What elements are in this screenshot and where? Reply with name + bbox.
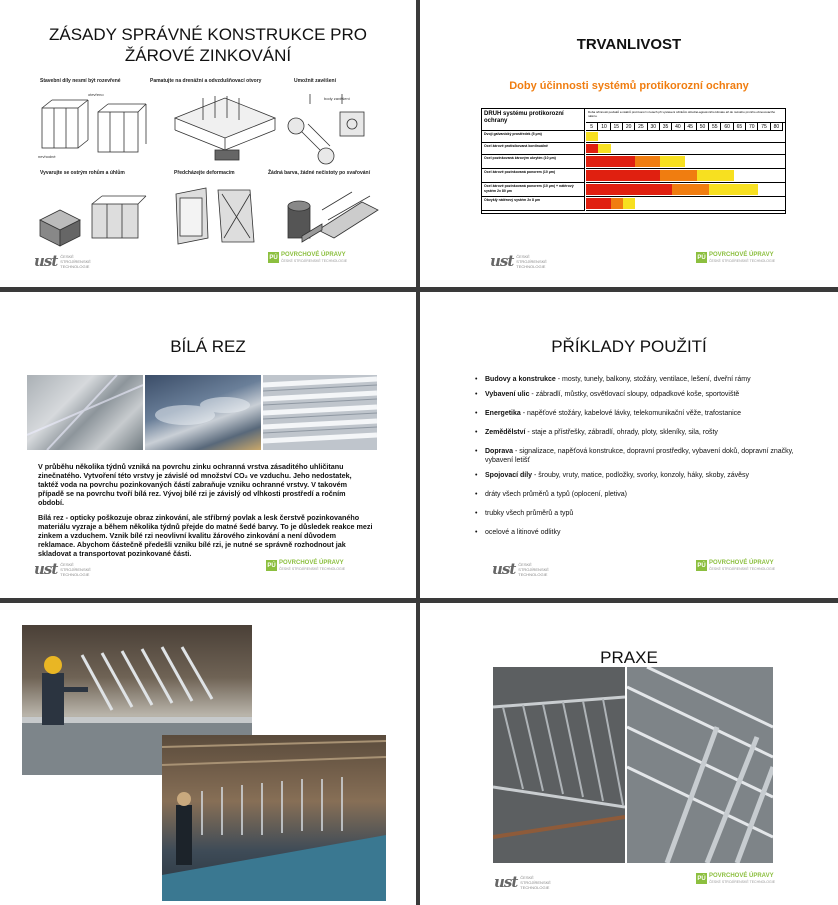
durability-cell (648, 170, 660, 181)
year-header: 15 (611, 123, 623, 131)
year-header: 70 (746, 123, 758, 131)
durability-cell (734, 184, 746, 195)
durability-cell (623, 170, 635, 181)
slide-title-line1: ZÁSADY SPRÁVNÉ KONSTRUKCE PRO (48, 25, 368, 44)
slide-construction-principles (0, 0, 416, 287)
ust-logo-mark: ust (494, 873, 518, 891)
pu-logo (696, 560, 775, 571)
usage-description: - signalizace, napěťová konstrukce, dopravní prostředky, vybavení doků, dopravní značky, vybavení letišť (485, 448, 794, 464)
durability-cell (685, 184, 697, 195)
durability-cell (598, 198, 610, 209)
usage-description: - šrouby, vruty, matice, podložky, svorky, konzoly, háky, skoby, závěsy (532, 472, 750, 479)
diagram-caption: Předcházejte deformacím (174, 170, 235, 176)
photo-texture (263, 375, 377, 450)
frame-drawing (30, 96, 150, 166)
durability-cell (611, 184, 623, 195)
weld-drawing (282, 180, 392, 250)
usage-list-item (475, 390, 805, 399)
usage-description: dráty všech průměrů a typů (oplocení, pletiva) (485, 491, 628, 498)
year-header: 30 (648, 123, 660, 131)
diagram-caption: Pamatujte na drenážní a odvzdušňovací otvory (150, 78, 262, 84)
pu-logo-box: PÚ (268, 252, 279, 263)
durability-cell (697, 184, 709, 195)
durability-cell (611, 170, 623, 181)
pu-logo-title: POVRCHOVÉ ÚPRAVY (709, 252, 774, 258)
usage-description: - napěťové stožáry, kabelové lávky, telekomunikační věže, trafostanice (520, 410, 742, 417)
ust-logo-text: ČESKÉ STROJÍRENSKÉ TECHNOLOGIE (518, 561, 549, 577)
slide-title: BÍLÁ REZ (170, 337, 246, 356)
diagram-hanging (280, 78, 405, 168)
durability-cell (660, 170, 672, 181)
ust-logo (34, 560, 92, 578)
durability-cell (721, 170, 733, 181)
usage-list-item (475, 428, 805, 437)
diagram-caption: Žádná barva, žádné nečistoty po svařování (268, 170, 370, 176)
year-header: 55 (709, 123, 721, 131)
ust-logo-mark: ust (34, 252, 58, 270)
white-rust-photo-2 (145, 375, 261, 450)
year-header: 80 (771, 123, 783, 131)
year-header: 40 (672, 123, 684, 131)
diagram-sharp-corners (30, 170, 150, 250)
usage-category: Zemědělství (485, 429, 526, 436)
durability-cell (611, 156, 623, 167)
pu-logo-box: PÚ (266, 560, 277, 571)
pu-logo-title: POVRCHOVÉ ÚPRAVY (709, 560, 774, 566)
pu-logo-sub: ČESKÉ STROJÍRENSKÉ TECHNOLOGIE (709, 880, 776, 884)
durability-cell (746, 184, 758, 195)
pu-logo (266, 560, 345, 571)
ust-logo-text: ČESKÉ STROJÍRENSKÉ TECHNOLOGIE (60, 253, 91, 269)
white-rust-paragraph-2: Bílá rez - opticky poškozuje obraz zinkování, ale stříbrný povlak a lesk čerstvě pozinkovaného materiálu vyzraje a během několika týdnů přejde do matné šedé barvy. To je důsledek reakce mezi zinkem a vzduchem. Vznik bílé rzi neovlivní kvalitu žárového zinkování a není důvodem reklamace. Abychom částečně předešli vzniku bílé rzi, je nutné se správně rozhodnout jak skladovat a transportovat pozinkované části. (38, 513, 373, 558)
durability-cell (611, 198, 623, 209)
durability-row-bar (586, 155, 785, 169)
diagram-caption: Umožnit zavěšení (294, 78, 336, 84)
ust-logo-text: ČESKÉ STROJÍRENSKÉ TECHNOLOGIE (60, 561, 91, 577)
durability-cell (586, 156, 598, 167)
usage-list-item (475, 447, 805, 465)
white-rust-paragraph-1: V průběhu několika týdnů vzniká na povrchu zinku ochranná vrstva zásaditého uhličitanu zinečnatého. Vytvoření této vrstvy je závislé od množství CO₂ ve vzduchu. Jeho nedostatek, taktéž voda na povrchu pozinkovaných částí zabraňuje vzniku ochranné vrstvy. V takovém případě se na povrchu tvoří bílá rez. Vývoj bílé rzi je závislý od vlhkosti prostředí a ročním období. (38, 462, 352, 507)
pu-logo-title: POVRCHOVÉ ÚPRAVY (709, 873, 774, 879)
ust-logo-mark: ust (492, 560, 516, 578)
ust-logo (492, 560, 550, 578)
year-header: 65 (734, 123, 746, 131)
ust-logo (490, 252, 548, 270)
durability-cell (598, 144, 610, 153)
galvanized-bars-photo (627, 667, 773, 863)
table-note: Doba účinnosti povlaků a nátěrů proti korozi v letech při vystavení účinkům středně-agresivního klimatu až do nutného prvního obnovovacího nátěru. (586, 109, 785, 123)
durability-cell (598, 156, 610, 167)
diagram-sub: nevhodné (38, 154, 56, 159)
durability-cell (598, 184, 610, 195)
slide-durability (420, 0, 838, 287)
durability-cell (586, 144, 598, 153)
white-rust-photo-1 (27, 375, 143, 450)
durability-cell (672, 170, 684, 181)
slide-title: PRAXE (600, 648, 658, 667)
durability-cell (709, 184, 721, 195)
durability-cell (721, 184, 733, 195)
durability-row-label: Ocel pozinkovaná žárovým ukrytím (10 µm) (482, 155, 585, 169)
photo-texture (27, 375, 143, 450)
diagram-caption: Stavební díly nesmí být rozevřené (40, 78, 121, 84)
usage-category: Spojovací díly (485, 472, 533, 479)
durability-cell (685, 170, 697, 181)
usage-list-item (475, 528, 805, 537)
year-header: 5 (586, 123, 598, 131)
durability-cell (648, 184, 660, 195)
durability-cell (672, 156, 684, 167)
usage-category: Doprava (485, 448, 514, 455)
ust-logo-mark: ust (490, 252, 514, 270)
usage-list (475, 375, 805, 547)
ust-logo-text: ČESKÉ STROJÍRENSKÉ TECHNOLOGIE (520, 874, 551, 890)
usage-category: Budovy a konstrukce (485, 376, 556, 383)
pu-logo-box: PÚ (696, 560, 707, 571)
durability-cell (598, 170, 610, 181)
durability-row-label: Ocel žárově protisíkovaná kontinuálně (482, 143, 585, 155)
durability-cell (635, 184, 647, 195)
tank-drawing (165, 88, 295, 163)
durability-cell (586, 132, 598, 141)
durability-cell (586, 170, 598, 181)
durability-cell (635, 156, 647, 167)
usage-list-item (475, 375, 805, 384)
pu-logo (696, 873, 775, 884)
durability-row-bar (586, 197, 785, 211)
usage-list-item (475, 490, 805, 499)
ust-logo-mark: ust (34, 560, 58, 578)
durability-cell (660, 184, 672, 195)
photo-scene (493, 667, 625, 863)
white-rust-text (38, 462, 373, 564)
diagram-open-parts (30, 78, 150, 168)
durability-cell (697, 170, 709, 181)
durability-cell (709, 170, 721, 181)
usage-description: - staje a přístřešky, zábradlí, ohrady, ploty, skleníky, sila, rošty (525, 429, 718, 436)
durability-row-label: Ocel žárově pozinkovaná ponorem (10 µm) (482, 169, 585, 183)
ust-logo-text: ČESKÉ STROJÍRENSKÉ TECHNOLOGIE (516, 253, 547, 269)
durability-row-bar (586, 169, 785, 183)
usage-list-item (475, 509, 805, 518)
pipe-drawing (280, 90, 400, 170)
diagram-sub: body zavěšení (324, 96, 350, 101)
slide-galvanizing-photos (0, 603, 416, 905)
table-header: DRUH systému protikorozní ochrany (482, 109, 585, 131)
durability-cell (660, 156, 672, 167)
slide-subtitle: Doby účinnosti systémů protikorozní ochrany (509, 80, 749, 92)
durability-cell (623, 184, 635, 195)
ust-logo (34, 252, 92, 270)
photo-scene (162, 735, 386, 901)
pu-logo-title: POVRCHOVÉ ÚPRAVY (281, 252, 346, 258)
durability-table (481, 108, 786, 214)
slide-white-rust (0, 292, 416, 598)
durability-cell (586, 198, 598, 209)
usage-description: - zábradlí, můstky, osvětlovací sloupy, odpadkové koše, sportoviště (529, 391, 740, 398)
slide-practice (420, 603, 838, 905)
pu-logo-title: POVRCHOVÉ ÚPRAVY (279, 560, 344, 566)
year-header: 45 (685, 123, 697, 131)
year-header: 20 (623, 123, 635, 131)
slide-title: PŘÍKLADY POUŽITÍ (551, 337, 707, 356)
usage-list-item (475, 409, 805, 418)
year-header: 60 (721, 123, 733, 131)
diagram-caption: Vyvarujte se ostrým rohům a úhlům (40, 170, 125, 176)
pu-logo (268, 252, 347, 263)
year-header: 35 (660, 123, 672, 131)
photo-scene (627, 667, 773, 863)
usage-description: trubky všech průměrů a typů (485, 510, 574, 517)
durability-row-bar (586, 131, 785, 143)
white-rust-photo-3 (263, 375, 377, 450)
diagram-sub: otevřeno (88, 92, 104, 97)
diagram-deformation (160, 170, 270, 250)
durability-row-bar (586, 183, 785, 197)
durability-cell (672, 184, 684, 195)
durability-cell (635, 170, 647, 181)
diagram-no-paint (268, 170, 408, 250)
year-header: 75 (758, 123, 770, 131)
year-header: 25 (635, 123, 647, 131)
durability-row-label: Ocel žárově pozinkovaná ponorem (10 µm) + nátěrový systém 2x 80 µm (482, 183, 585, 197)
usage-list-item (475, 471, 805, 480)
ust-logo (494, 873, 552, 891)
steel-truss-photo (493, 667, 625, 863)
slide-title-line2: ŽÁROVÉ ZINKOVÁNÍ (124, 46, 292, 65)
durability-cell (648, 156, 660, 167)
usage-description: ocelové a litinové odlitky (485, 529, 561, 536)
pu-logo (696, 252, 775, 263)
durability-cell (623, 156, 635, 167)
durability-row-label: Obvyklý nátěrový systém 2x 8 µm (482, 197, 585, 211)
durability-cell (623, 198, 635, 209)
plate-drawing (160, 180, 270, 250)
pu-logo-sub: ČESKÉ STROJÍRENSKÉ TECHNOLOGIE (709, 567, 776, 571)
pu-logo-box: PÚ (696, 873, 707, 884)
beam-drawing (30, 180, 150, 248)
galvanizing-line-photo (162, 735, 386, 901)
pu-logo-box: PÚ (696, 252, 707, 263)
pu-logo-sub: ČESKÉ STROJÍRENSKÉ TECHNOLOGIE (709, 259, 776, 263)
pu-logo-sub: ČESKÉ STROJÍRENSKÉ TECHNOLOGIE (279, 567, 346, 571)
photo-texture (145, 375, 261, 450)
year-header: 10 (598, 123, 610, 131)
pu-logo-sub: ČESKÉ STROJÍRENSKÉ TECHNOLOGIE (281, 259, 348, 263)
year-header: 50 (697, 123, 709, 131)
durability-row-label: Dvojí galvanický prostředek (5 µm) (482, 131, 585, 143)
diagram-drain-holes (150, 78, 290, 168)
durability-cell (586, 184, 598, 195)
usage-category: Energetika (485, 410, 521, 417)
durability-row-bar (586, 143, 785, 155)
usage-description: - mosty, tunely, balkony, stožáry, ventilace, lešení, dveřní rámy (555, 376, 751, 383)
usage-category: Vybavení ulic (485, 391, 530, 398)
slide-title: TRVANLIVOST (576, 36, 682, 53)
